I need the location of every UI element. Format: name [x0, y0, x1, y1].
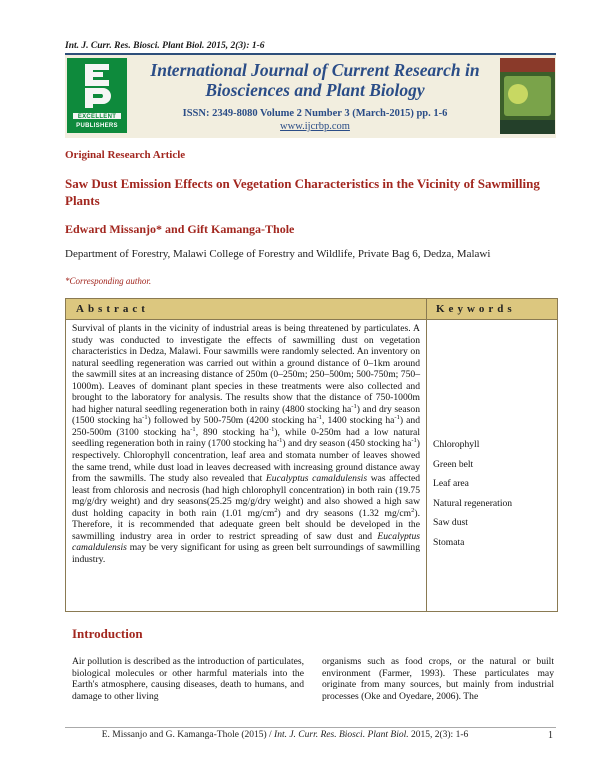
footer-rule	[65, 727, 556, 728]
keyword-item: Saw dust	[433, 517, 468, 528]
page-number: 1	[548, 730, 553, 741]
corresponding-author-note: *Corresponding author.	[65, 276, 152, 286]
abstract-column-divider	[426, 299, 427, 611]
logo-text-line2: PUBLISHERS	[76, 123, 118, 129]
article-type: Original Research Article	[65, 149, 186, 161]
author-affiliation: Department of Forestry, Malawi College of Forestry and Wildlife, Private Bag 6, Dedza, Malawi	[65, 248, 491, 260]
journal-issn: ISSN: 2349-8080 Volume 2 Number 3 (March-2015) pp. 1-6	[182, 108, 448, 119]
introduction-heading: Introduction	[72, 626, 143, 641]
abstract-table	[65, 298, 558, 612]
keyword-item: Leaf area	[433, 478, 469, 489]
keywords-heading: Keywords	[436, 303, 516, 315]
keyword-item: Chlorophyll	[433, 439, 480, 450]
journal-cover-thumbnail	[500, 58, 555, 134]
keyword-item: Natural regeneration	[433, 497, 513, 509]
article-title: Saw Dust Emission Effects on Vegetation Characteristics in the Vicinity of Sawmilling Plants	[65, 176, 540, 208]
abstract-text: Survival of plants in the vicinity of industrial areas is being threatened by particulates. A study was conducted to investigate the effects of sawmilling dust on vegetation characteristics in Dedza, Malawi. Four sawmills were randomly selected. An inventory on natural seedling regeneration was carried out within a ground distance of 0–1km around the sawmill sites at an increasing distance of 250m (0–250m; 250–500m; 500-750m; 750–1000m). Leaves of dominant plant species in these treatments were also collected and brought to the laboratory for analysis. The results show that the distance of 750-1000m had higher natural seedling regeneration both in rainy (4800 stocking $ha^{-1}$) and dry season (1500 stocking $ha^{-1}$) followed by 500-750m (4200 stocking $ha^{-1}$, 1400 stocking $ha^{-1}$) and 250-500m (3100 stocking $ha^{-1}$, 890 stocking $ha^{-1}$), while 0-250m had a low natural seedling regeneration both in rainy (1700 stocking $ha^{-1}$) and dry season (450 stocking $ha^{-1}$) respectively. Chlorophyll concentration, leaf area and stomata number of leaves showed the same trend, while dust load in leaves decreased with increasing ground distance away from the sawmills. The study also revealed that Eucalyptus camaldulensis was affected least from chlorosis and necrosis (had high chlorophyll concentration) in both rain (19.75 mg/g/dry weight) and dry seasons(25.25 mg/g/dry weight) and also showed a high saw dust holding capacity in both rain (1.01 $mg/cm^2$) and dry seasons (1.32 $mg/cm^2$). Therefore, it is recommended that adequate green belt should be developed in the sawmilling industry area in order to restrict spreading of saw dust and Eucalyptus camaldulensis may be very significant for using as green belt surroundings of sawmilling industry.	[72, 323, 420, 565]
logo-text-line1: EXCELLENT	[77, 114, 117, 120]
keywords-list	[433, 435, 551, 552]
running-head: Int. J. Curr. Res. Biosci. Plant Biol. 2015, 2(3): 1-6	[65, 41, 265, 51]
abstract-heading: Abstract	[76, 303, 149, 315]
journal-url-link[interactable]: www.ijcrbp.com	[280, 121, 350, 132]
introduction-column-left: Air pollution is described as the introduction of particulates, biological molecules or other harmful materials into the Earth's atmosphere, causing diseases, death to humans, and damage to other living	[72, 656, 304, 702]
journal-title: International Journal of Current Research in Biosciences and Plant Biology	[150, 60, 480, 100]
introduction-column-right: organisms such as food crops, or the natural or built environment (Farmer, 1993). These particulates may originate from many sources, but mainly from industrial processes (Oke and Oyedare, 2006). The	[322, 656, 554, 702]
article-authors: Edward Missanjo* and Gift Kamanga-Thole	[65, 222, 295, 236]
publisher-logo	[67, 58, 127, 133]
page-footer: E. Missanjo and G. Kamanga-Thole (2015) / Int. J. Curr. Res. Biosci. Plant Biol. 2015, 2(3): 1-6	[101, 730, 469, 740]
ep-logo-icon	[83, 64, 111, 108]
keyword-item: Stomata	[433, 536, 465, 548]
keyword-item: Green belt	[433, 458, 474, 470]
